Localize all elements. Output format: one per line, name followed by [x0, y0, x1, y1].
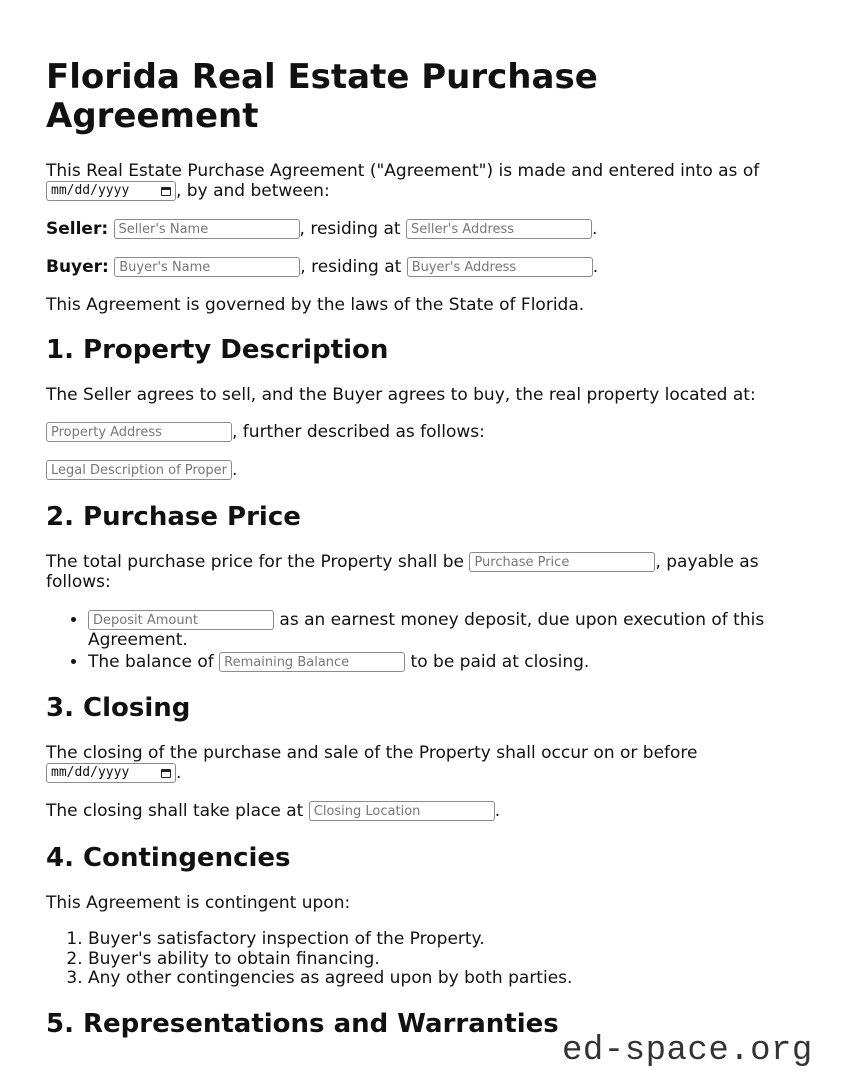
intro-paragraph: This Real Estate Purchase Agreement ("Agreement") is made and entered into as of mm/dd/yyyy , by and between: [46, 161, 760, 201]
list-item: 2. Buyer's ability to obtain financing. [88, 950, 806, 970]
list-item: 3. Any other contingencies as agreed upon by both parties. [88, 969, 806, 989]
buyer-address-input[interactable] [407, 257, 593, 277]
deposit-amount-input[interactable] [88, 610, 274, 630]
buyer-line: Buyer: Buyer's Name , residing at Buyer's Address . [46, 257, 806, 277]
section-heading-closing: 3. Closing [46, 693, 191, 723]
contingencies-list [46, 930, 806, 989]
list-item: • The balance of Remaining Balance to be paid at closing. [88, 652, 806, 672]
contingencies-text: This Agreement is contingent upon: [46, 893, 351, 913]
property-address-input[interactable] [46, 422, 232, 442]
watermark: ed-space.org [562, 1032, 813, 1070]
price-paragraph: The total purchase price for the Property shall be Purchase Price , payable as follows: [46, 552, 806, 592]
section-heading-price: 2. Purchase Price [46, 502, 301, 532]
payment-list [46, 610, 806, 672]
buyer-name-input[interactable] [114, 257, 300, 277]
list-item: Deposit Amount • as an earnest money deposit, due upon execution of this Agreement. [88, 610, 806, 650]
list-item: 1. Buyer's satisfactory inspection of the Property. [88, 930, 806, 950]
seller-name-input[interactable] [114, 219, 300, 239]
property-text: The Seller agrees to sell, and the Buyer agrees to buy, the real property located at: [46, 385, 756, 405]
page-title: Florida Real Estate Purchase Agreement [46, 57, 598, 136]
closing-location-line: The closing shall take place at Closing Location . [46, 801, 806, 821]
section-heading-representations: 5. Representations and Warranties [46, 1009, 559, 1039]
agreement-date-input[interactable]: mm/dd/yyyy [46, 181, 176, 201]
closing-date-paragraph: The closing of the purchase and sale of the Property shall occur on or before mm/dd/yyyy . [46, 743, 698, 783]
seller-address-input[interactable] [406, 219, 592, 239]
calendar-icon[interactable] [161, 769, 171, 778]
section-heading-contingencies: 4. Contingencies [46, 843, 291, 873]
legal-description-input[interactable] [46, 460, 232, 480]
legal-description-line: Legal Description of Property. [46, 460, 806, 480]
seller-line: Seller: Seller's Name , residing at Seller's Address . [46, 219, 806, 239]
closing-location-input[interactable] [309, 801, 495, 821]
governing-law: This Agreement is governed by the laws of the State of Florida. [46, 295, 585, 315]
section-heading-property: 1. Property Description [46, 335, 389, 365]
closing-date-input[interactable]: mm/dd/yyyy [46, 763, 176, 783]
remaining-balance-input[interactable] [219, 652, 405, 672]
purchase-price-input[interactable] [469, 552, 655, 572]
calendar-icon[interactable] [161, 187, 171, 196]
property-address-line: Property Address, further described as follows: [46, 422, 806, 442]
